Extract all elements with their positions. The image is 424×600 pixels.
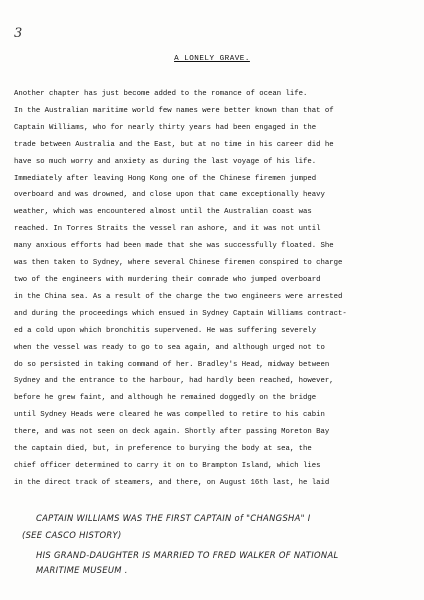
text-line: chief officer determined to carry it on to Brampton Island, which lies	[14, 461, 321, 470]
text-line: In the Australian maritime world few names were better known than that of	[14, 106, 334, 115]
text-line: weather, which was encountered almost until the Australian coast was	[14, 208, 312, 217]
text-line: Captain Williams, who for nearly thirty years had been engaged in the	[14, 123, 317, 132]
handwritten-note-reference: (SEE CASCO HISTORY)	[22, 530, 122, 540]
text-line: ed a cold upon which bronchitis supervened. He was suffering severely	[14, 326, 317, 335]
text-line: do so persisted in taking command of her. Bradley's Head, midway between	[14, 360, 330, 369]
text-line: two of the engineers with murdering their comrade who jumped overboard	[14, 275, 321, 284]
text-line: Immediately after leaving Hong Kong one of the Chinese firemen jumped	[14, 174, 317, 183]
text-line: and during the proceedings which ensued in Sydney Captain Williams contract-	[14, 309, 347, 318]
document-title: A LONELY GRAVE.	[174, 55, 250, 63]
text-line: before he grew faint, and although he remained doggedly on the bridge	[14, 394, 317, 403]
text-line: in the China sea. As a result of the charge the two engineers were arrested	[14, 292, 343, 301]
handwritten-note-museum: MARITIME MUSEUM .	[36, 565, 128, 575]
text-line: there, and was not seen on deck again. Shortly after passing Moreton Bay	[14, 428, 330, 437]
text-line: Another chapter has just become added to the romance of ocean life.	[14, 90, 308, 98]
text-line: in the direct track of steamers, and there, on August 16th last, he laid	[14, 478, 330, 487]
handwritten-note-granddaughter: HIS GRAND-DAUGHTER IS MARRIED TO FRED WALKER OF NATIONAL	[36, 550, 339, 560]
text-line: the captain died, but, in preference to burying the body at sea, the	[14, 445, 312, 454]
text-line: was then taken to Sydney, where several Chinese firemen conspired to charge	[14, 259, 343, 268]
text-line: reached. In Torres Straits the vessel ran ashore, and it was not until	[14, 225, 321, 234]
text-line: have so much worry and anxiety as during the last voyage of his life.	[14, 157, 317, 166]
page-number-mark: 3	[14, 26, 23, 41]
text-line: when the vessel was ready to go to sea again, and although urged not to	[14, 343, 325, 352]
text-line: until Sydney Heads were cleared he was compelled to retire to his cabin	[14, 411, 325, 420]
text-line: Sydney and the entrance to the harbour, had hardly been reached, however,	[14, 377, 334, 386]
handwritten-note-captain: CAPTAIN WILLIAMS WAS THE FIRST CAPTAIN of "CHANGSHA" I	[36, 513, 311, 523]
text-line: overboard and was drowned, and close upon that came exceptionally heavy	[14, 191, 325, 200]
text-line: many anxious efforts had been made that she was successfully floated. She	[14, 242, 334, 251]
text-line: trade between Australia and the East, but at no time in his career did he	[14, 140, 334, 149]
typed-article-body	[14, 86, 410, 492]
